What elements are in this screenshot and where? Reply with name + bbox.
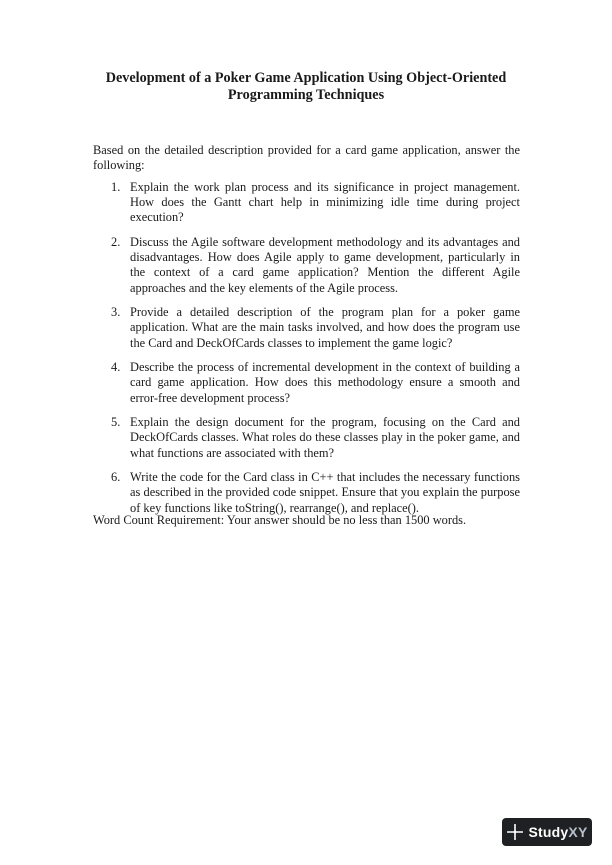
word-count-note: Word Count Requirement: Your answer should be no less than 1500 words.: [93, 513, 467, 527]
intro-paragraph: Based on the detailed description provided for a card game application, answer the following:: [93, 143, 520, 173]
question-number: 2.: [111, 235, 121, 249]
brand-logo-text: StudyXY: [528, 824, 588, 840]
studyxy-badge[interactable]: [502, 818, 592, 846]
list-item: [93, 360, 520, 406]
list-item: [93, 180, 520, 226]
question-number: 6.: [111, 470, 121, 485]
list-item: [93, 415, 520, 461]
question-text: Discuss the Agile software development methodology and its advantages and disadvantages. How does Agile apply to game development, particularly in the context of a card game application? Mention the different Agile approaches and the key elements of the Agile process.: [130, 235, 520, 295]
question-text: Explain the design document for the program, focusing on the Card and DeckOfCards classes. What roles do these classes play in the poker game, and what functions are associated with them?: [130, 415, 520, 460]
question-number: 4.: [111, 360, 121, 375]
question-text: Write the code for the Card class in C++ that includes the necessary functions as described in the provided code snippet. Ensure that you explain the purpose of key functions like toString(), rearrange(), and replace().: [130, 470, 520, 515]
question-number: 1.: [111, 180, 121, 194]
question-text: Provide a detailed description of the program plan for a poker game application. What are the main tasks involved, and how does the program use the Card and DeckOfCards classes to implement the game logic?: [130, 305, 520, 350]
list-item: [93, 470, 520, 516]
question-number: 3.: [111, 305, 121, 320]
list-item: [93, 235, 520, 296]
question-number: 5.: [111, 415, 121, 430]
question-text: Explain the work plan process and its significance in project management. How does the Gantt chart help in minimizing idle time during project execution?: [130, 180, 520, 225]
question-list: [93, 180, 520, 525]
question-text: Describe the process of incremental development in the context of building a card game application. How does this methodology ensure a smooth and error-free development process?: [130, 360, 520, 405]
sparkle-plus-icon: [507, 824, 523, 840]
list-item: [93, 305, 520, 351]
document-title: Development of a Poker Game Application Using Object-Oriented Programming Techniques: [105, 70, 507, 103]
